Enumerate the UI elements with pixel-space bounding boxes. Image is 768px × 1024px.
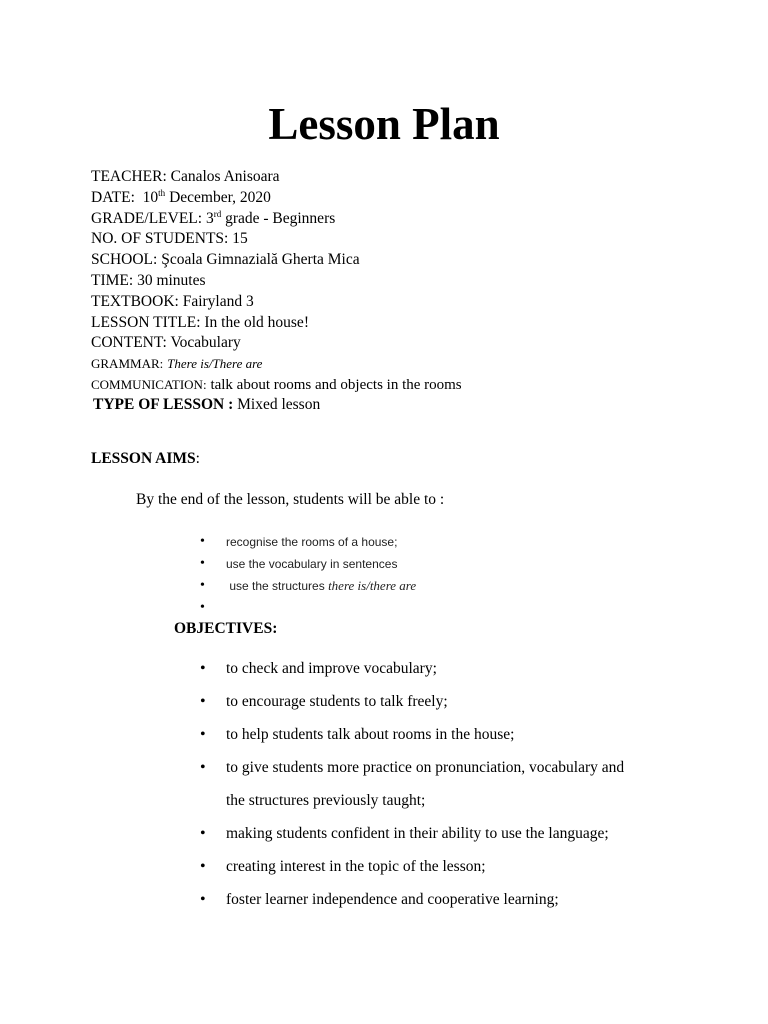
- lesson-aims-heading: [91, 450, 200, 468]
- objective-item: • to check and improve vocabulary;: [200, 652, 624, 685]
- students-label: NO. OF STUDENTS:: [91, 230, 229, 248]
- teacher-label: TEACHER:: [91, 168, 167, 185]
- grade-sup: rd: [213, 208, 222, 219]
- textbook-value: Fairyland 3: [182, 292, 254, 310]
- lesson-title-value: In the old house!: [204, 313, 309, 331]
- type-of-lesson-label: TYPE OF LESSON :: [93, 396, 234, 413]
- school-value: Şcoala Gimnazială Gherta Mica: [161, 251, 360, 269]
- grammar-label: GRAMMAR:: [91, 356, 164, 372]
- aims-item-italic: there is/there are: [328, 578, 417, 593]
- students-value: 15: [232, 230, 248, 248]
- students-row: [91, 229, 462, 250]
- content-value: Vocabulary: [170, 334, 241, 352]
- teacher-value: Canalos Anisoara: [170, 168, 280, 185]
- objective-item: • foster learner independence and cooperative learning;: [200, 883, 624, 916]
- textbook-row: [91, 292, 462, 313]
- grade-row: [91, 209, 462, 230]
- lesson-aims-label: LESSON AIMS: [91, 450, 196, 467]
- school-label: SCHOOL:: [91, 251, 158, 269]
- aims-list-item: [200, 577, 416, 599]
- date-row: [91, 188, 462, 209]
- type-of-lesson-value: Mixed lesson: [237, 396, 321, 413]
- objective-item: • to encourage students to talk freely;: [200, 685, 624, 718]
- objective-item: • to give students more practice on pronunciation, vocabulary and: [200, 751, 624, 784]
- lesson-aims-colon: :: [195, 450, 200, 467]
- school-row: [91, 250, 462, 271]
- time-row: [91, 271, 462, 292]
- date-sup: th: [158, 187, 166, 198]
- content-row: [91, 333, 462, 354]
- content-label: CONTENT:: [91, 334, 167, 352]
- objective-item: • creating interest in the topic of the lesson;: [200, 850, 624, 883]
- objective-item-continuation: the structures previously taught;: [226, 792, 426, 809]
- grade-label: GRADE/LEVEL:: [91, 209, 203, 227]
- time-label: TIME:: [91, 271, 134, 289]
- date-label: DATE:: [91, 188, 135, 206]
- grammar-value: There is/There are: [167, 356, 263, 372]
- objectives-list: [200, 652, 624, 916]
- aims-list-item: • use the vocabulary in sentences: [200, 555, 416, 577]
- aims-item-text: use the structures: [229, 579, 329, 593]
- objectives-heading: OBJECTIVES:: [174, 620, 278, 637]
- teacher-row: [91, 167, 462, 188]
- aims-intro: By the end of the lesson, students will be able to :: [136, 491, 445, 508]
- communication-label: COMMUNICATION:: [91, 376, 207, 392]
- lesson-title-row: [91, 313, 462, 334]
- aims-list-item: • recognise the rooms of a house;: [200, 533, 416, 555]
- type-of-lesson-row: [93, 396, 320, 414]
- communication-value: talk about rooms and objects in the rooms: [210, 376, 462, 393]
- communication-row: [91, 375, 462, 396]
- aims-list-item: [200, 599, 416, 621]
- lesson-title-label: LESSON TITLE:: [91, 313, 201, 331]
- objective-item: • making students confident in their ability to use the language;: [200, 817, 624, 850]
- date-rest: December, 2020: [169, 188, 271, 206]
- page-title: Lesson Plan: [268, 99, 500, 149]
- aims-list: [200, 533, 416, 621]
- time-value: 30 minutes: [137, 271, 206, 289]
- date-day: 10: [142, 188, 159, 206]
- grade-rest: grade - Beginners: [225, 209, 336, 227]
- grammar-row: [91, 354, 462, 375]
- objective-item: • to help students talk about rooms in the house;: [200, 718, 624, 751]
- lesson-info-block: [91, 167, 462, 396]
- textbook-label: TEXTBOOK:: [91, 292, 179, 310]
- grade-num: 3: [205, 209, 214, 227]
